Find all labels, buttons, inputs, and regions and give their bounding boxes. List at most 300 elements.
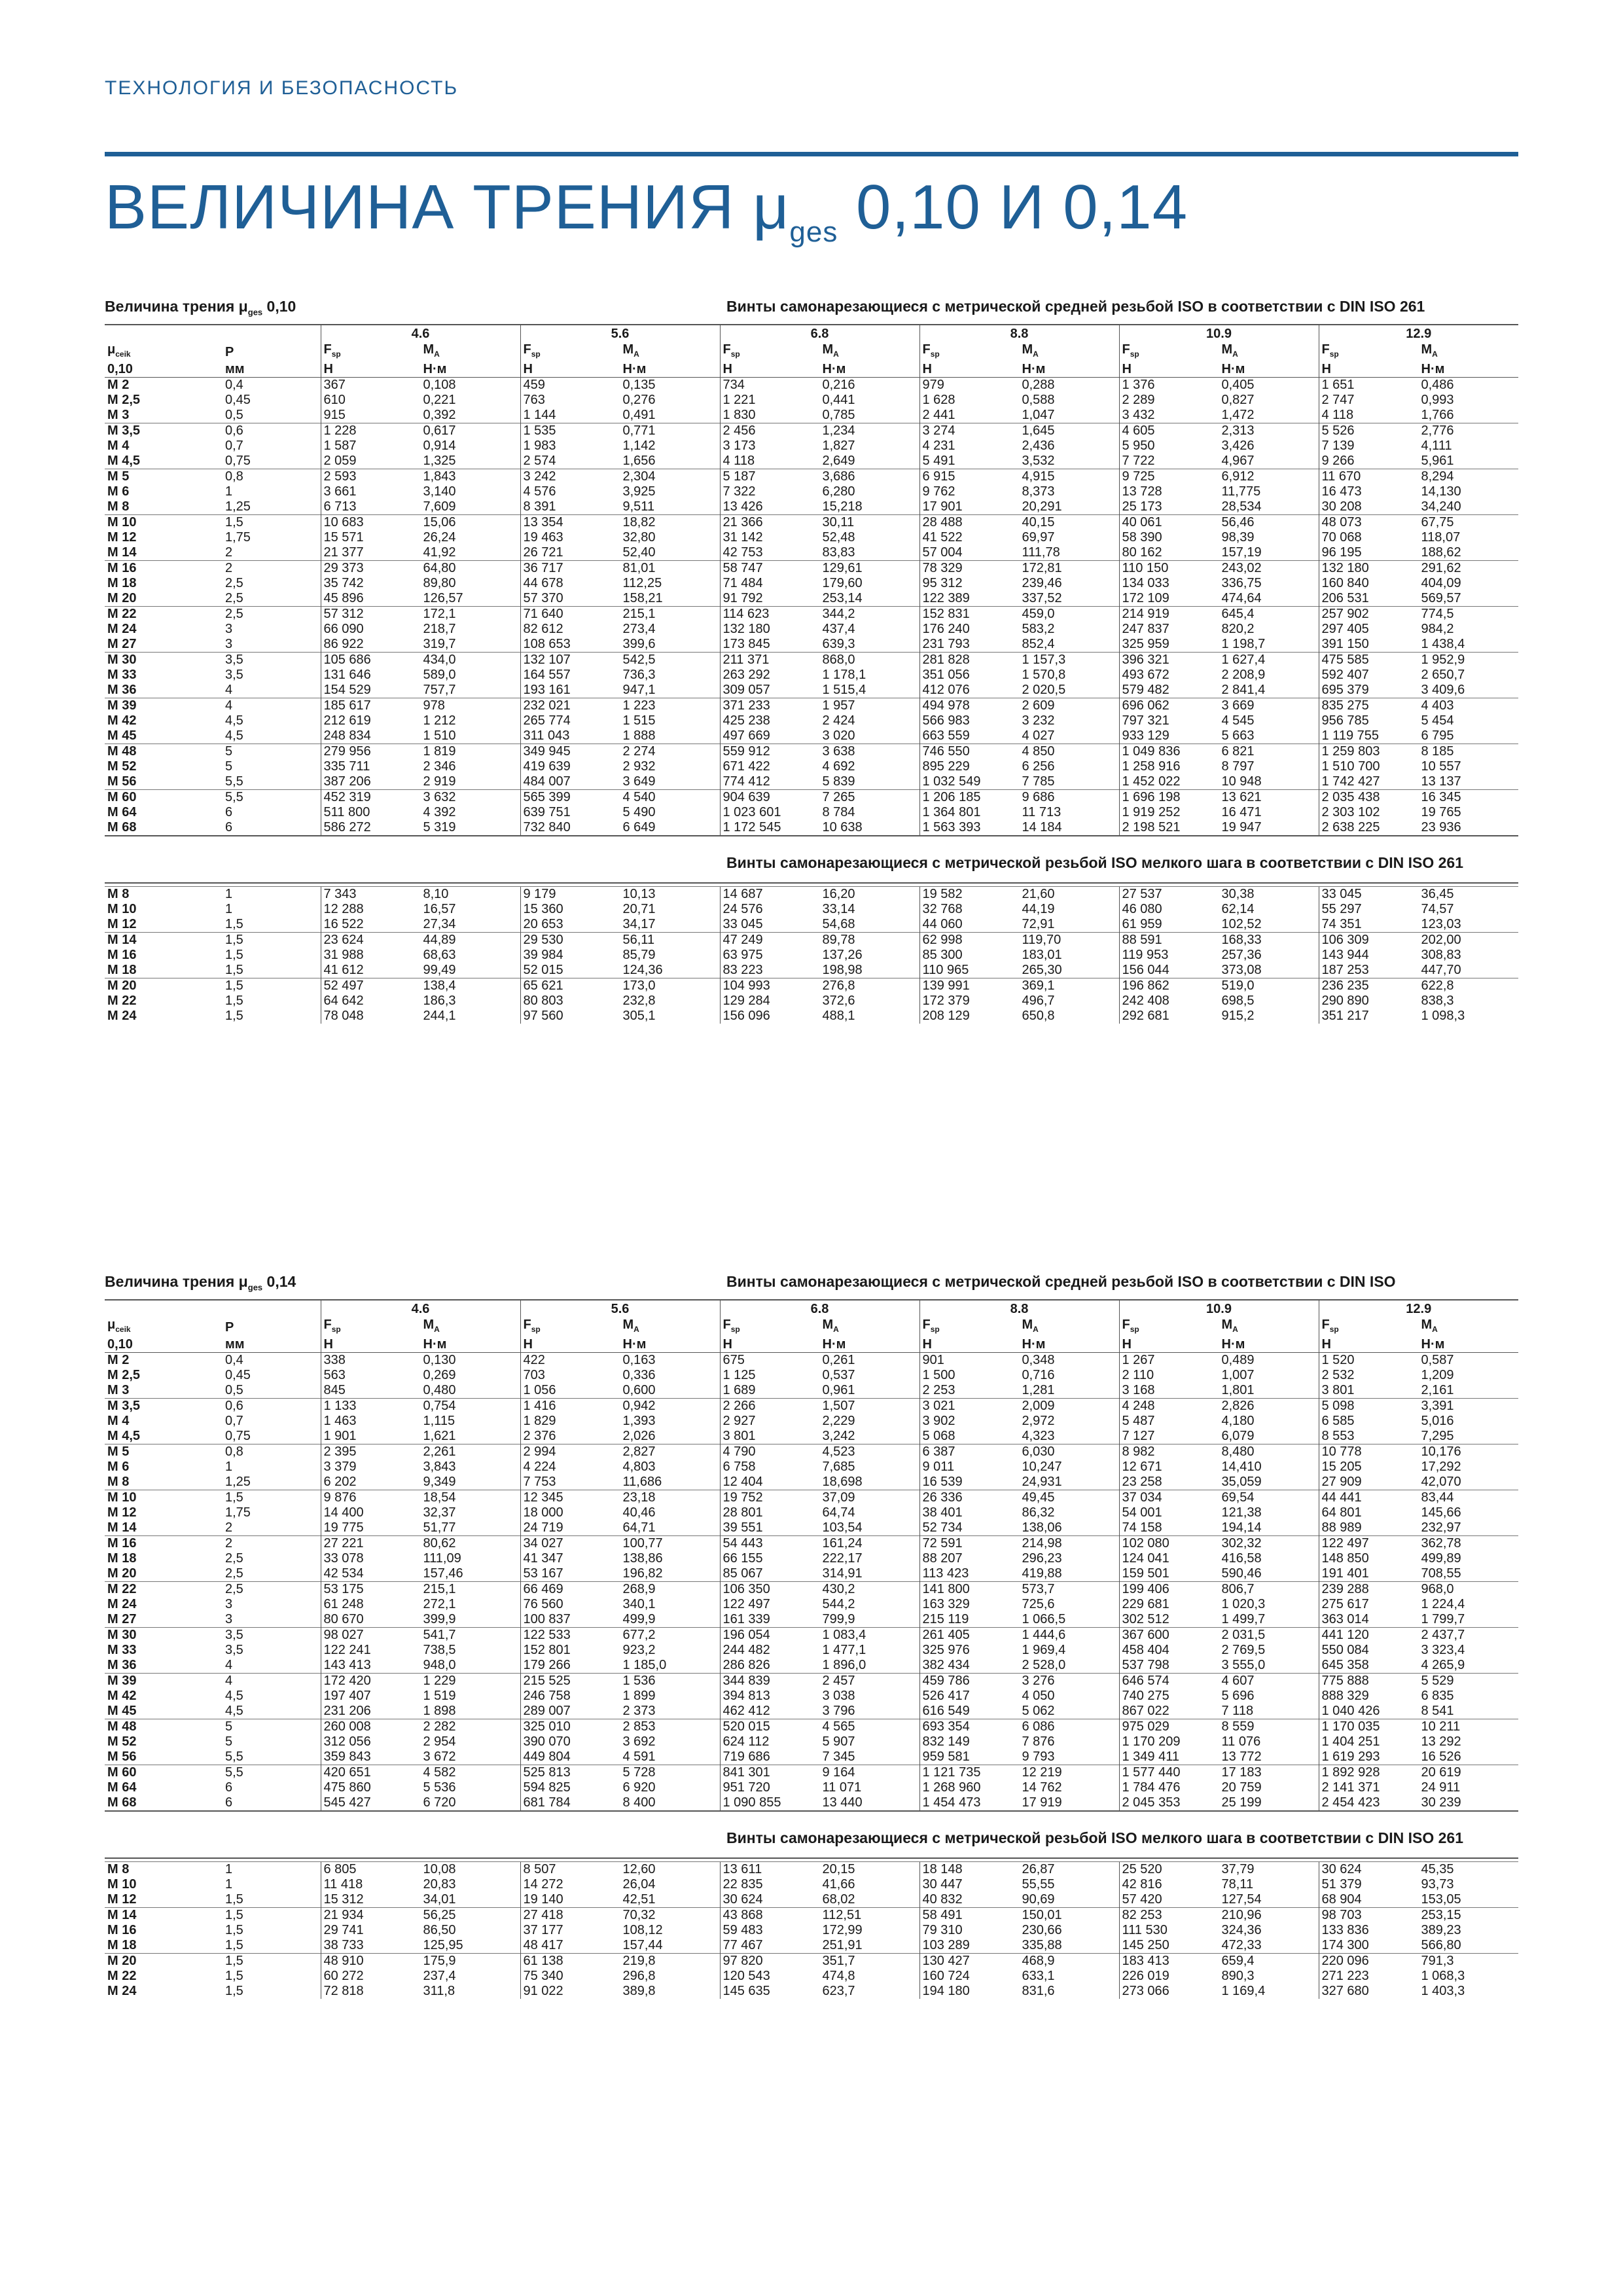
f-label: F [722,342,731,357]
torque-cell: 8,373 [1022,484,1055,499]
pitch-cell: 3 [225,637,233,651]
torque-cell: 86,32 [1022,1505,1055,1520]
preload-force-cell: 91 022 [520,1984,620,1999]
torque-cell: 472,33 [1221,1938,1262,1952]
torque-cell: 6 256 [1022,759,1055,774]
preload-force-cell: 289 007 [520,1704,620,1719]
preload-force-cell: 475 860 [321,1780,421,1795]
torque-cell: 215,1 [620,607,721,622]
table-row [105,820,1518,836]
torque-cell: 56,46 [1219,515,1319,531]
preload-force-cell: 1 349 411 [1119,1749,1219,1765]
thread-size-cell: М 24 [107,1009,137,1023]
preload-force-cell: 78 048 [321,1009,421,1024]
preload-force-cell: 325 959 [1119,637,1219,653]
preload-force-cell: 54 001 [1119,1505,1219,1520]
thread-size-cell: М 45 [107,728,137,743]
torque-cell: 0,771 [620,423,721,439]
preload-force-cell: 1 170 209 [1119,1734,1219,1749]
torque-cell: 44,19 [1022,902,1055,916]
torque-cell: 0,276 [622,393,656,407]
preload-force-cell: 16 473 [1319,484,1419,499]
preload-force-cell: 4 605 [1119,423,1219,439]
torque-cell: 40,46 [622,1505,656,1520]
preload-force-cell: 19 140 [520,1892,620,1908]
preload-force-cell: 420 651 [321,1765,421,1781]
preload-force-cell: 214 919 [1119,607,1219,622]
preload-force-cell: 349 945 [520,744,620,760]
table-row [105,1551,1518,1566]
torque-cell: 0,130 [421,1353,521,1369]
preload-force-cell: 5 187 [720,469,820,485]
preload-force-cell: 462 412 [720,1704,820,1719]
torque-cell: 34,240 [1421,499,1461,514]
torque-cell: 54,68 [822,917,855,931]
preload-force-cell: 191 401 [1319,1566,1419,1582]
torque-cell: 2 841,4 [1221,683,1266,697]
torque-symbol [1020,1318,1120,1337]
table-row [105,576,1518,591]
preload-force-cell: 13 354 [520,515,620,531]
torque-cell: 677,2 [620,1628,721,1643]
thread-size-cell: М 4,5 [107,454,141,468]
preload-force-cell: 173 845 [720,637,820,653]
preload-force-cell: 645 358 [1319,1658,1419,1674]
torque-cell: 2,826 [1219,1399,1319,1414]
torque-cell: 1 438,4 [1421,637,1465,651]
table-row [105,1612,1518,1628]
preload-force-cell: 7 322 [720,484,820,499]
m-sub: A [633,1325,639,1334]
preload-force-cell: 61 138 [520,1954,620,1969]
preload-force-cell: 525 813 [520,1765,620,1781]
torque-cell: 10 557 [1421,759,1461,774]
force-unit: Н [720,362,820,378]
torque-cell: 158,21 [622,591,663,605]
preload-force-cell: 194 180 [919,1984,1020,1999]
preload-force-cell: 152 801 [520,1643,620,1658]
torque-cell: 20 759 [1221,1780,1262,1795]
torque-cell: 3,426 [1221,439,1255,453]
torque-cell: 1 969,4 [1022,1643,1066,1657]
torque-cell: 23 936 [1421,820,1461,834]
preload-force-cell: 2 927 [720,1414,820,1429]
preload-force-cell: 88 989 [1319,1520,1419,1536]
table-row [105,1704,1518,1719]
preload-force-cell: 1 056 [520,1383,620,1399]
torque-cell: 1,209 [1421,1368,1454,1382]
preload-force-cell: 425 238 [720,713,820,728]
torque-cell: 26,87 [1020,1862,1120,1878]
preload-force-cell: 48 417 [520,1938,620,1954]
thread-size-cell: М 20 [107,591,137,605]
f-label: F [1321,1318,1330,1332]
torque-cell: 10,08 [421,1862,521,1878]
torque-cell: 708,55 [1421,1566,1461,1581]
table-row [105,622,1518,637]
preload-force-cell: 70 068 [1319,530,1419,545]
torque-cell: 112,25 [622,576,662,590]
torque-cell: 11,686 [622,1475,662,1489]
torque-cell: 253,15 [1419,1908,1519,1924]
preload-force-cell: 5 526 [1319,423,1419,439]
torque-cell: 138,4 [421,978,521,994]
preload-force-cell: 46 080 [1119,902,1219,917]
pitch-unit: мм [223,1337,321,1353]
preload-force-cell: 292 681 [1119,1009,1219,1024]
torque-cell: 947,1 [622,683,656,697]
torque-cell: 112,51 [820,1908,920,1924]
torque-cell: 20,83 [423,1877,456,1892]
preload-force-cell: 5 487 [1119,1414,1219,1429]
preload-force-cell: 15 360 [520,902,620,917]
thread-size-cell: М 4 [107,439,130,453]
pitch-cell: 5,5 [223,1765,321,1781]
torque-cell: 5 696 [1221,1689,1255,1703]
strength-class-header: 6.8 [720,1300,919,1318]
torque-cell: 15,218 [822,499,863,514]
torque-cell: 6 835 [1421,1689,1454,1703]
torque-cell: 4 392 [423,805,456,819]
torque-cell: 11 713 [1022,805,1061,819]
preload-force-cell: 550 084 [1319,1643,1419,1658]
preload-force-cell: 1 463 [321,1414,421,1429]
friction-label-text: Величина трения μ [105,298,248,315]
table-row [105,1795,1518,1811]
friction-label-sub: ges [247,307,263,317]
preload-force-symbol [720,342,820,362]
preload-force-cell: 174 300 [1319,1938,1419,1954]
torque-cell: 2,313 [1219,423,1319,439]
thread-size-cell: М 36 [107,683,137,697]
preload-force-cell: 13 728 [1119,484,1219,499]
preload-force-cell: 172 109 [1119,591,1219,607]
torque-cell: 499,9 [622,1612,656,1626]
pitch-cell: 5,5 [225,1749,243,1764]
preload-force-cell: 1 829 [520,1414,620,1429]
thread-size-cell: М 64 [107,805,137,819]
torque-cell: 4 591 [622,1749,656,1764]
torque-cell: 12,60 [620,1862,721,1878]
preload-force-cell: 21 366 [720,515,820,531]
preload-force-cell: 297 405 [1319,622,1419,637]
torque-cell: 838,3 [1421,994,1454,1008]
thread-size-cell: М 36 [107,1658,137,1672]
preload-force-cell: 9 876 [321,1490,421,1506]
coarse-thread-table [105,1299,1518,1818]
torque-cell: 4,915 [1020,469,1120,485]
torque-cell: 1,281 [1022,1383,1055,1397]
torque-cell: 3 409,6 [1421,683,1465,697]
preload-force-cell: 610 [321,393,421,408]
torque-cell: 37,79 [1219,1862,1319,1878]
preload-force-cell: 242 408 [1119,994,1219,1009]
f-sub: sp [1329,1325,1339,1334]
thread-size-cell: М 24 [107,1597,137,1611]
mu-sub: ceik [115,1325,131,1334]
torque-cell: 14,410 [1221,1460,1262,1474]
preload-force-cell: 21 934 [321,1908,421,1924]
pitch-cell: 2,5 [223,1582,321,1598]
pitch-cell: 5 [223,744,321,760]
f-sub: sp [331,350,341,359]
torque-unit: Н·м [421,1337,521,1353]
fine-thread-table [105,882,1518,1024]
torque-cell: 93,73 [1421,1877,1454,1892]
preload-force-cell: 172 379 [919,994,1020,1009]
torque-cell: 0,537 [822,1368,855,1382]
preload-force-cell: 4 118 [1319,408,1419,423]
torque-cell: 251,91 [822,1938,863,1952]
pitch-cell: 2,5 [225,591,243,605]
torque-cell: 52,40 [622,545,656,560]
preload-force-cell: 31 988 [321,948,421,963]
preload-force-cell: 96 195 [1319,545,1419,561]
preload-force-cell: 199 406 [1119,1582,1219,1598]
preload-force-cell: 64 642 [321,994,421,1009]
preload-force-cell: 732 840 [520,820,620,836]
title-prefix: ВЕЛИЧИНА ТРЕНИЯ [105,172,753,242]
torque-cell: 1 570,8 [1022,668,1066,682]
torque-cell: 202,00 [1419,933,1519,948]
torque-unit: Н·м [1219,362,1319,378]
torque-cell: 276,8 [820,978,920,994]
torque-cell: 1 068,3 [1421,1969,1465,1983]
preload-force-cell: 206 531 [1319,591,1419,607]
torque-cell: 2,972 [1022,1414,1055,1428]
preload-force-cell: 387 206 [321,774,421,790]
preload-force-cell: 78 329 [919,561,1020,577]
torque-cell: 13 772 [1221,1749,1262,1764]
preload-force-cell: 39 551 [720,1520,820,1536]
preload-force-cell: 244 482 [720,1643,820,1658]
table-row [105,515,1518,531]
torque-cell: 8 541 [1421,1704,1454,1718]
thread-size-cell: М 14 [105,933,223,948]
torque-cell: 2 020,5 [1022,683,1066,697]
torque-cell: 49,45 [1020,1490,1120,1506]
torque-cell: 83,44 [1419,1490,1519,1506]
thread-size-cell: М 8 [105,887,223,903]
table-row [105,994,1518,1009]
torque-cell: 8 797 [1221,759,1255,774]
preload-force-cell: 261 405 [919,1628,1020,1643]
torque-cell: 32,80 [622,530,656,545]
torque-symbol [421,1318,521,1337]
torque-cell: 45,35 [1419,1862,1519,1878]
preload-force-cell: 35 742 [321,576,421,591]
strength-class-header: 5.6 [520,1300,720,1318]
torque-cell: 1,843 [421,469,521,485]
thread-size-cell: М 22 [105,1582,223,1598]
preload-force-cell: 3 661 [321,484,421,499]
torque-cell: 404,09 [1421,576,1461,590]
preload-force-cell: 2 110 [1119,1368,1219,1383]
torque-cell: 583,2 [1022,622,1055,636]
torque-cell: 1 896,0 [822,1658,866,1672]
preload-force-cell: 1 563 393 [919,820,1020,836]
preload-force-cell: 746 550 [919,744,1020,760]
preload-force-cell: 8 553 [1319,1429,1419,1444]
torque-cell: 1,656 [622,454,656,468]
torque-unit: Н·м [620,362,721,378]
torque-cell: 69,97 [1022,530,1055,545]
thread-size-cell: М 22 [107,1969,137,1983]
pitch-cell: 4,5 [225,1689,243,1703]
torque-cell: 2 769,5 [1221,1643,1266,1657]
strength-class-header: 12.9 [1319,1300,1518,1318]
torque-cell: 738,5 [423,1643,456,1657]
preload-force-cell: 61 959 [1119,917,1219,933]
pitch-cell: 2,5 [223,607,321,622]
torque-cell: 1 020,3 [1221,1597,1266,1611]
thread-size-cell: М 39 [105,1674,223,1689]
preload-force-cell: 2 303 102 [1319,805,1419,820]
torque-cell: 2 282 [421,1719,521,1735]
torque-cell: 2,261 [421,1444,521,1460]
strength-class-header: 8.8 [919,325,1119,342]
torque-cell: 5 319 [423,820,456,834]
preload-force-cell: 193 161 [520,683,620,698]
preload-force-cell: 663 559 [919,728,1020,744]
torque-cell: 0,261 [820,1353,920,1369]
m-sub: A [833,350,839,359]
torque-cell: 257,36 [1221,948,1262,962]
preload-force-cell: 19 582 [919,887,1020,903]
preload-force-cell: 459 786 [919,1674,1020,1689]
pitch-cell: 1,5 [225,1938,243,1952]
empty-cell [223,325,321,342]
pitch-cell: 3 [225,622,233,636]
torque-cell: 1 536 [620,1674,721,1689]
preload-force-cell: 511 800 [321,805,421,820]
friction-table-014 [105,1273,1518,1999]
torque-cell: 1 888 [622,728,656,743]
torque-cell: 0,108 [421,378,521,393]
preload-force-cell: 68 904 [1319,1892,1419,1908]
column-symbol-row [105,1318,1518,1337]
preload-force-cell: 4 576 [520,484,620,499]
thread-size-cell: М 2 [105,1353,223,1369]
preload-force-cell: 263 292 [720,668,820,683]
torque-cell: 2 528,0 [1022,1658,1066,1672]
preload-force-cell: 40 832 [919,1892,1020,1908]
torque-cell: 0,135 [620,378,721,393]
preload-force-cell: 229 681 [1119,1597,1219,1612]
torque-cell: 32,37 [423,1505,456,1520]
torque-cell: 14 184 [1022,820,1062,834]
pitch-cell: 5 [225,1734,233,1749]
table-heading [105,1273,1518,1299]
torque-cell: 3 232 [1022,713,1055,728]
torque-cell: 4 403 [1419,698,1519,714]
torque-cell: 253,14 [822,591,863,605]
preload-force-cell: 54 443 [720,1536,820,1552]
preload-force-cell: 1 689 [720,1383,820,1399]
preload-force-cell: 9 725 [1119,469,1219,485]
torque-cell: 183,01 [1022,948,1062,962]
preload-force-cell: 183 413 [1119,1954,1219,1969]
thread-size-cell: М 60 [105,1765,223,1781]
torque-cell: 8,480 [1219,1444,1319,1460]
torque-cell: 265,30 [1022,963,1062,977]
pitch-cell: 1,5 [225,1923,243,1937]
thread-size-cell: М 14 [107,545,137,560]
preload-force-cell: 2 198 521 [1119,820,1219,836]
preload-force-cell: 335 711 [321,759,421,774]
pitch-cell: 0,5 [225,1383,243,1397]
torque-cell: 86,50 [423,1923,456,1937]
preload-force-cell: 797 321 [1119,713,1219,728]
m-label: M [1221,1318,1233,1332]
thread-size-cell: М 5 [105,1444,223,1460]
preload-force-cell: 975 029 [1119,1719,1219,1735]
torque-cell: 7 345 [822,1749,855,1764]
preload-force-cell: 16 522 [321,917,421,933]
preload-force-cell: 559 912 [720,744,820,760]
preload-force-cell: 248 834 [321,728,421,744]
thread-size-cell: М 33 [107,1643,137,1657]
friction-table-010 [105,298,1518,1024]
thread-size-cell: М 12 [107,530,137,545]
torque-cell: 2 853 [620,1719,721,1735]
preload-force-cell: 197 407 [321,1689,421,1704]
torque-cell: 806,7 [1219,1582,1319,1598]
pitch-cell: 1,5 [225,994,243,1008]
thread-size-cell: М 27 [107,1612,137,1626]
preload-force-cell: 64 801 [1319,1505,1419,1520]
pitch-unit: мм [223,362,321,378]
preload-force-cell: 27 909 [1319,1475,1419,1490]
torque-cell: 1 510 [423,728,456,743]
preload-force-cell: 111 530 [1119,1923,1219,1938]
torque-cell: 23,18 [620,1490,721,1506]
preload-force-cell: 120 543 [720,1969,820,1984]
preload-force-cell: 25 520 [1119,1862,1219,1878]
force-unit: Н [520,1337,620,1353]
preload-force-cell: 40 061 [1119,515,1219,531]
preload-force-cell: 1 919 252 [1119,805,1219,820]
force-unit: Н [520,362,620,378]
torque-cell: 1 185,0 [622,1658,667,1672]
torque-cell: 419,88 [1022,1566,1062,1581]
torque-cell: 34,17 [622,917,656,931]
thread-size-cell: М 48 [105,744,223,760]
preload-force-cell: 27 418 [520,1908,620,1924]
pitch-cell: 5,5 [225,774,243,789]
table-row [105,393,1518,408]
torque-cell: 0,716 [1022,1368,1055,1382]
title-mu-sub: ges [789,216,838,249]
preload-force-cell: 1 452 022 [1119,774,1219,790]
torque-cell: 90,69 [1022,1892,1055,1907]
torque-cell: 239,46 [1022,576,1062,590]
pitch-cell: 1,5 [223,1490,321,1506]
torque-cell: 81,01 [620,561,721,577]
preload-force-cell: 11 418 [321,1877,421,1892]
torque-cell: 16 526 [1421,1749,1461,1764]
torque-cell: 5 839 [822,774,855,789]
thread-size-cell: М 14 [105,1908,223,1924]
pitch-cell: 3,5 [223,653,321,668]
torque-cell: 351,7 [820,1954,920,1969]
torque-cell: 9 793 [1022,1749,1055,1764]
torque-cell: 210,96 [1219,1908,1319,1924]
table-row [105,683,1518,698]
f-label: F [722,1318,731,1332]
preload-force-cell: 98 027 [321,1628,421,1643]
torque-cell: 2 208,9 [1221,668,1266,682]
